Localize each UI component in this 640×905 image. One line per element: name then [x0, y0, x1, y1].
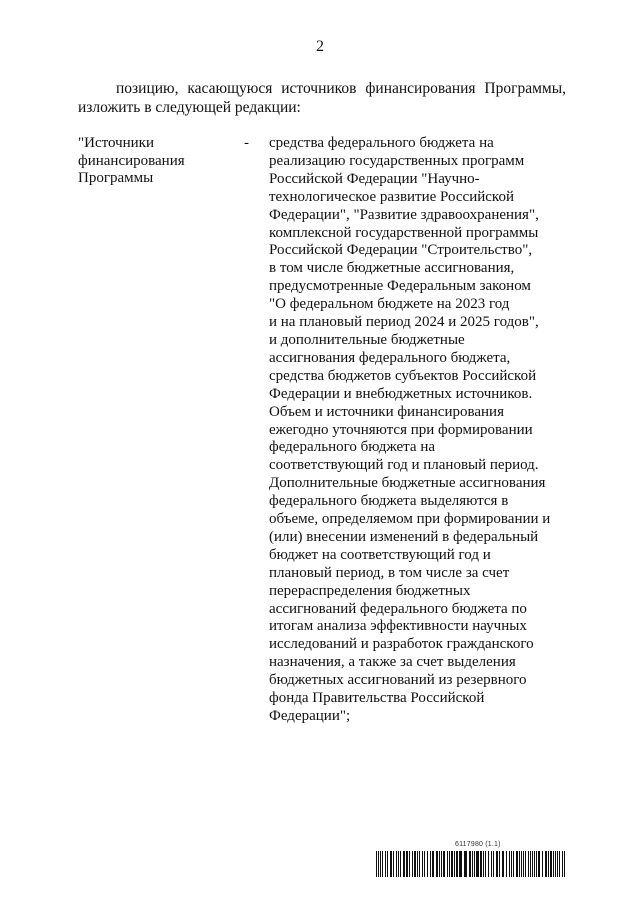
- barcode-caption: 6117980 (1.1): [455, 841, 501, 848]
- funding-sources-label: [78, 135, 238, 188]
- text-line: соответствующий год и плановый период.: [269, 457, 539, 474]
- text-line: и дополнительные бюджетные: [269, 331, 465, 348]
- text-line: федерального бюджета выделяются в: [269, 493, 509, 510]
- text-line: фонда Правительства Российской: [269, 690, 485, 707]
- separator-dash: -: [244, 135, 249, 151]
- text-line: федерального бюджета на: [269, 439, 436, 456]
- text-line: (или) внесении изменений в федеральный: [269, 528, 539, 545]
- text-line: объеме, определяемом при формировании и: [269, 511, 551, 528]
- text-line: ежегодно уточняются при формировании: [269, 421, 533, 438]
- text-line: технологическое развитие Российской: [269, 188, 514, 205]
- text-line: и на плановый период 2024 и 2025 годов",: [269, 314, 539, 331]
- label-line: финансирования: [78, 152, 185, 169]
- text-line: бюджет на соответствующий год и: [269, 546, 491, 563]
- text-line: ассигнования федерального бюджета,: [269, 349, 511, 366]
- funding-sources-text: [269, 135, 569, 726]
- text-line: Федерации и внебюджетных источников.: [269, 385, 533, 402]
- barcode-icon: [376, 851, 566, 877]
- intro-paragraph: [78, 79, 566, 117]
- text-line: перераспределения бюджетных: [269, 582, 471, 599]
- text-line: реализацию государственных программ: [269, 152, 525, 169]
- label-line: "Источники: [78, 135, 154, 151]
- text-line: назначения, а также за счет выделения: [269, 654, 516, 671]
- intro-line-1: позицию, касающуюся источников финансирования Программы,: [116, 80, 566, 97]
- intro-line-2: изложить в следующей редакции:: [78, 99, 301, 116]
- text-line: Российской Федерации "Строительство",: [269, 242, 533, 259]
- text-line: плановый период, в том числе за счет: [269, 564, 510, 581]
- text-line: Объем и источники финансирования: [269, 403, 504, 420]
- text-line: ассигнований федерального бюджета по: [269, 600, 527, 617]
- text-line: исследований и разработок гражданского: [269, 636, 534, 653]
- text-line: средства бюджетов субъектов Российской: [269, 367, 537, 384]
- text-line: предусмотренные Федеральным законом: [269, 278, 531, 295]
- text-line: Федерации", "Развитие здравоохранения",: [269, 206, 539, 223]
- text-line: Федерации";: [269, 708, 351, 724]
- text-line: комплексной государственной программы: [269, 224, 539, 241]
- text-line: в том числе бюджетные ассигнования,: [269, 260, 515, 277]
- text-line: средства федерального бюджета на: [269, 135, 494, 151]
- text-line: бюджетных ассигнований из резервного: [269, 672, 527, 689]
- page-number: 2: [316, 38, 324, 55]
- label-line: Программы: [78, 170, 154, 186]
- text-line: "О федеральном бюджете на 2023 год: [269, 296, 510, 313]
- text-line: итогам анализа эффективности научных: [269, 618, 527, 635]
- text-line: Дополнительные бюджетные ассигнования: [269, 475, 546, 492]
- text-line: Российской Федерации "Научно-: [269, 170, 480, 187]
